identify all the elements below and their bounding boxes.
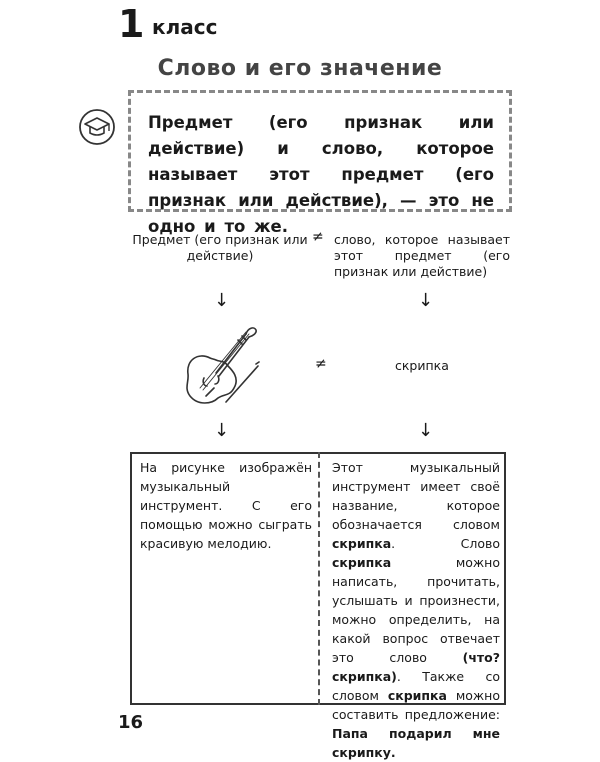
object-caption: Предмет (его признак или действие) bbox=[132, 232, 308, 263]
bold-term: скрипка bbox=[332, 555, 392, 570]
graduation-cap-icon bbox=[78, 108, 116, 146]
page-number: 16 bbox=[118, 712, 144, 733]
grade-label: класс bbox=[152, 15, 218, 39]
not-equal-sign: ≠ bbox=[312, 229, 324, 245]
cell-text: можно составить предложение: bbox=[332, 688, 500, 722]
bold-term: Папа подарил мне скрипку. bbox=[332, 726, 500, 760]
page-title: Слово и его значение bbox=[157, 56, 443, 81]
arrow-down-icon: ↓ bbox=[418, 290, 434, 311]
rule-text: Предмет (его признак или действие) и слово, которое называет этот предмет (его признак или действие), — это не одно и то же. bbox=[148, 113, 494, 236]
grade-number: 1 bbox=[118, 2, 145, 46]
table-cell-object: На рисунке изображён музыкальный инструмент. С его помощью можно сыграть красивую мелодию. bbox=[140, 460, 312, 551]
arrow-down-icon: ↓ bbox=[214, 290, 230, 311]
violin-icon bbox=[180, 318, 260, 410]
word-example: скрипка bbox=[395, 358, 449, 373]
bold-term: скрипка bbox=[387, 688, 447, 703]
table-divider bbox=[318, 452, 320, 705]
word-caption: слово, которое называет этот предмет (его признак или действие) bbox=[334, 232, 510, 279]
arrow-down-icon: ↓ bbox=[214, 420, 230, 441]
table-cell-word bbox=[332, 458, 500, 762]
bold-term: (что? скрипка) bbox=[332, 650, 500, 684]
cell-text: . Также со словом bbox=[332, 669, 500, 703]
cell-text: . Слово bbox=[391, 536, 500, 551]
bold-term: скрипка bbox=[332, 536, 392, 551]
not-equal-sign: ≠ bbox=[315, 356, 327, 372]
cell-text: можно написать, прочитать, услышать и произнести, можно определить, на какой вопрос отвечает это слово bbox=[332, 555, 500, 665]
arrow-down-icon: ↓ bbox=[418, 420, 434, 441]
cell-text: Этот музыкальный инструмент имеет своё название, которое обозначается словом bbox=[332, 460, 500, 532]
